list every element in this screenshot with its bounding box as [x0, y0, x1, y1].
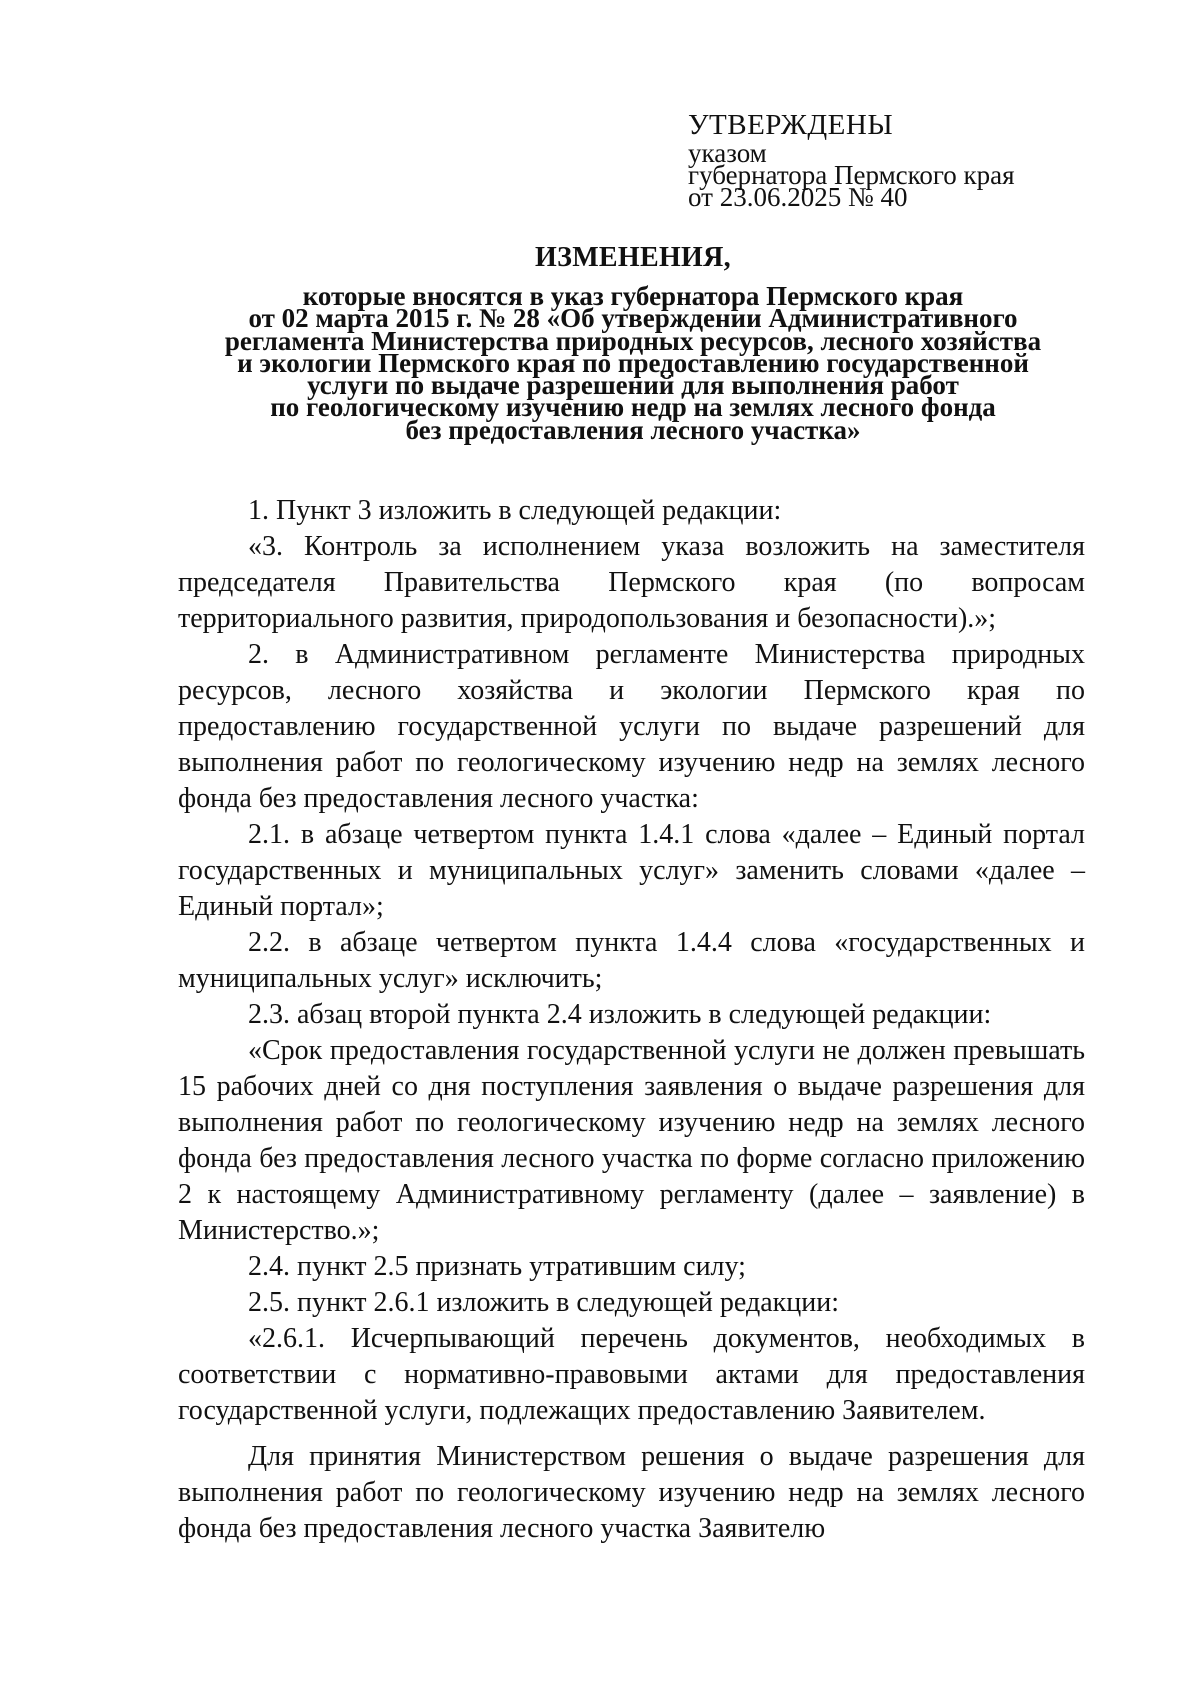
subtitle-line: и экологии Пермского края по предоставлению государственной: [237, 347, 1029, 378]
paragraph-item-2-5-text: «2.6.1. Исчерпывающий перечень документов, необходимых в соответствии с нормативно-правовыми актами для предоставления государственной услуги, подлежащих предоставлению Заявителем.: [178, 1323, 1085, 1426]
subtitle-line: от 02 марта 2015 г. № 28 «Об утверждении Административного: [248, 303, 1018, 334]
approval-stamp-block: [688, 108, 1108, 212]
paragraph-item-2-4: 2.4. пункт 2.5 признать утратившим силу;: [248, 1251, 746, 1282]
paragraph-item-2-3-text: «Срок предоставления государственной услуги не должен превышать 15 рабочих дней со дня поступления заявления о выдаче разрешения для выполнения работ по геологическому изучению недр на землях лесного фонда без предоставления лесного участка по форме согласно приложению 2 к настоящему Административному регламенту (далее – заявление) в Министерство.»;: [178, 1035, 1085, 1246]
approval-title: УТВЕРЖДЕНЫ: [688, 109, 894, 141]
subtitle-line: которые вносятся в указ губернатора Пермского края: [302, 281, 964, 311]
paragraph-item-2-5: 2.5. пункт 2.6.1 изложить в следующей редакции:: [248, 1287, 839, 1318]
paragraph-continuation: Для принятия Министерством решения о выдаче разрешения для выполнения работ по геологическому изучению недр на землях лесного фонда без предоставления лесного участка Заявителю: [178, 1441, 1085, 1544]
subtitle-line: услуги по выдаче разрешений для выполнения работ: [307, 370, 959, 401]
paragraph-item-2-1: 2.1. в абзаце четвертом пункта 1.4.1 слова «далее – Единый портал государственных и муниципальных услуг» заменить словами «далее – Единый портал»;: [178, 819, 1085, 922]
subtitle-line: по геологическому изучению недр на землях лесного фонда: [270, 392, 996, 423]
document-title: ИЗМЕНЕНИЯ,: [535, 242, 731, 273]
approval-line-3: от 23.06.2025 № 40: [688, 182, 908, 212]
paragraph-item-1-text: «3. Контроль за исполнением указа возложить на заместителя председателя Правительства Пермского края (по вопросам территориального развития, природопользования и безопасности).»;: [178, 531, 1085, 634]
subtitle-line: без предоставления лесного участка»: [405, 414, 861, 445]
approval-line-1: указом: [688, 138, 767, 168]
document-body: [178, 493, 1085, 1547]
approval-line-2: губернатора Пермского края: [688, 160, 1015, 190]
subtitle-line: регламента Министерства природных ресурсов, лесного хозяйства: [224, 325, 1042, 356]
paragraph-item-2-2: 2.2. в абзаце четвертом пункта 1.4.4 слова «государственных и муниципальных услуг» исключить;: [178, 927, 1085, 994]
paragraph-item-1: 1. Пункт 3 изложить в следующей редакции:: [248, 495, 782, 526]
document-heading: [178, 241, 1088, 445]
document-subtitle: [178, 281, 1088, 445]
paragraph-item-2: 2. в Административном регламенте Министерства природных ресурсов, лесного хозяйства и экологии Пермского края по предоставлению государственной услуги по выдаче разрешений для выполнения работ по геологическому изучению недр на землях лесного фонда без предоставления лесного участка:: [178, 639, 1085, 814]
paragraph-item-2-3: 2.3. абзац второй пункта 2.4 изложить в следующей редакции:: [248, 999, 992, 1030]
